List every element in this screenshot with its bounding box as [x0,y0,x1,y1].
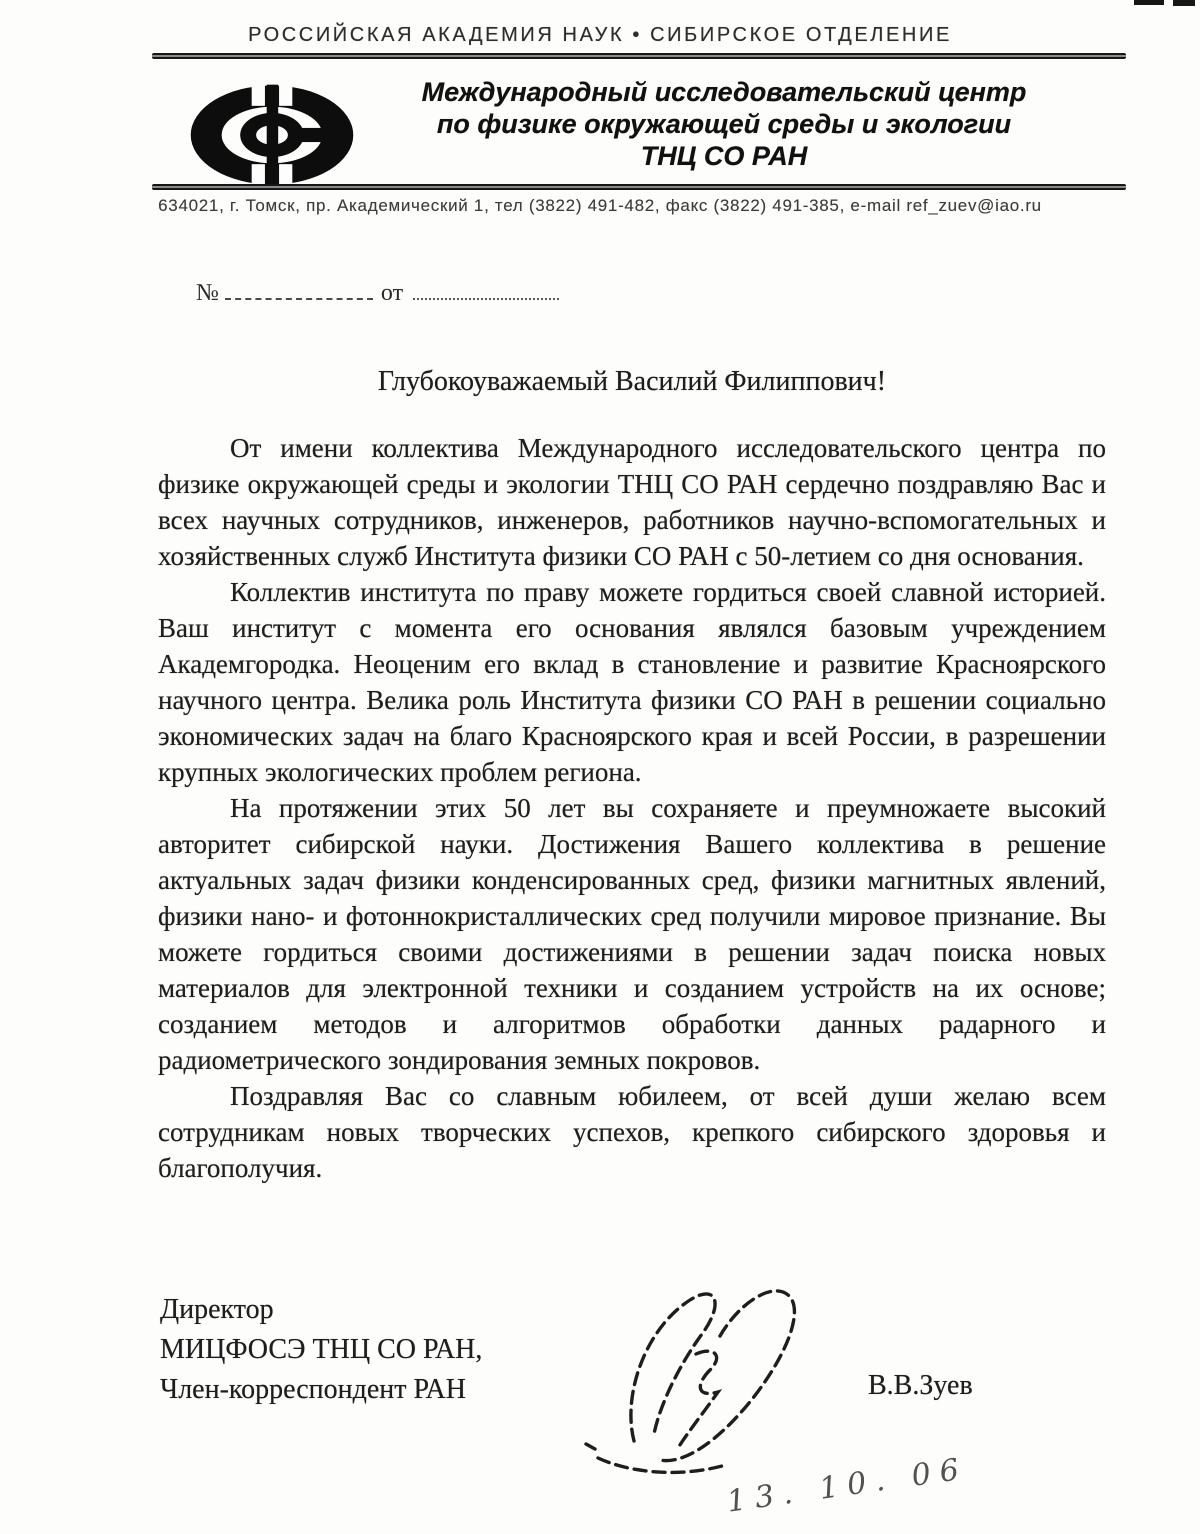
body-paragraph: На протяжении этих 50 лет вы сохраняете и преумножаете высокий авторитет сибирской науки. Достижения Вашего коллектива в решение актуальных задач физики конденсированных сред, физики магнитных явлений, физики нано- и фотоннокристаллических сред получили мировое признание. Вы можете гордиться своими достижениями в решении задач поиска новых материалов для электронной техники и созданием устройств на их основе; созданием методов и алгоритмов обработки данных радарного и радиометрического зондирования земных покровов. [158,793,1106,1075]
ref-number-blank [225,276,373,300]
org-name-line-3: ТНЦ СО РАН [640,141,808,171]
signer-name: В.В.Зуев [868,1370,973,1401]
sfe-emblem-icon [188,82,356,188]
signoff-title-line: Директор [160,1294,274,1325]
horizontal-rule-middle [152,184,1126,190]
horizontal-rule-top [152,53,1126,59]
body-paragraph: Поздравляя Вас со славным юбилеем, от всей души желаю всем сотрудникам новых творческих успехов, крепкого сибирского здоровья и благополучия. [158,1081,1106,1183]
contact-address-line: 634021, г. Томск, пр. Академический 1, тел (3822) 491-482, факс (3822) 491-385, e-mail ref_zuev@iao.ru [158,196,1042,215]
org-name-line-1: Международный исследовательский центр [421,77,1027,107]
scan-artifact-mark [1173,0,1195,6]
sfe-emblem-icon [188,82,356,188]
academy-header-line: РОССИЙСКАЯ АКАДЕМИЯ НАУК • СИБИРСКОЕ ОТДЕЛЕНИЕ [248,24,952,46]
reference-line [196,276,559,307]
signoff-title-line: Член-корреспондент РАН [160,1374,466,1405]
signoff-block [160,1290,482,1410]
scan-artifact-mark [1134,0,1164,5]
ref-from-label: от [380,280,404,306]
org-name-line-2: по физике окружающей среды и экологии [436,109,1012,139]
handwritten-date: 13. 10. 06 [724,1451,970,1520]
salutation: Глубокоуважаемый Василий Филиппович! [377,366,887,397]
signoff-title-line: МИЦФОСЭ ТНЦ СО РАН, [160,1334,483,1365]
ref-number-label: № [196,280,219,306]
handwritten-signature-scrawl [572,1276,852,1496]
body-paragraph: Коллектив института по праву можете гордиться своей славной историей. Ваш институт с момента его основания являлся базовым учреждением Академгородка. Неоценим его вклад в становление и развитие Красноярского научного центра. Велика роль Института физики СО РАН в решении социально экономических задач на благо Красноярского края и всей России, в разрешении крупных экологических проблем региона. [158,577,1106,787]
letter-body [158,430,1106,1186]
handwritten-signature-scrawl [572,1276,852,1496]
organization-name [368,76,1080,172]
body-paragraph: От имени коллектива Международного исследовательского центра по физике окружающей среды и экологии ТНЦ СО РАН сердечно поздравляю Вас и всех научных сотрудников, инженеров, работников научно-вспомогательных и хозяйственных служб Института физики СО РАН с 50-летием со дня основания. [158,433,1106,571]
ref-date-blank [413,276,559,300]
